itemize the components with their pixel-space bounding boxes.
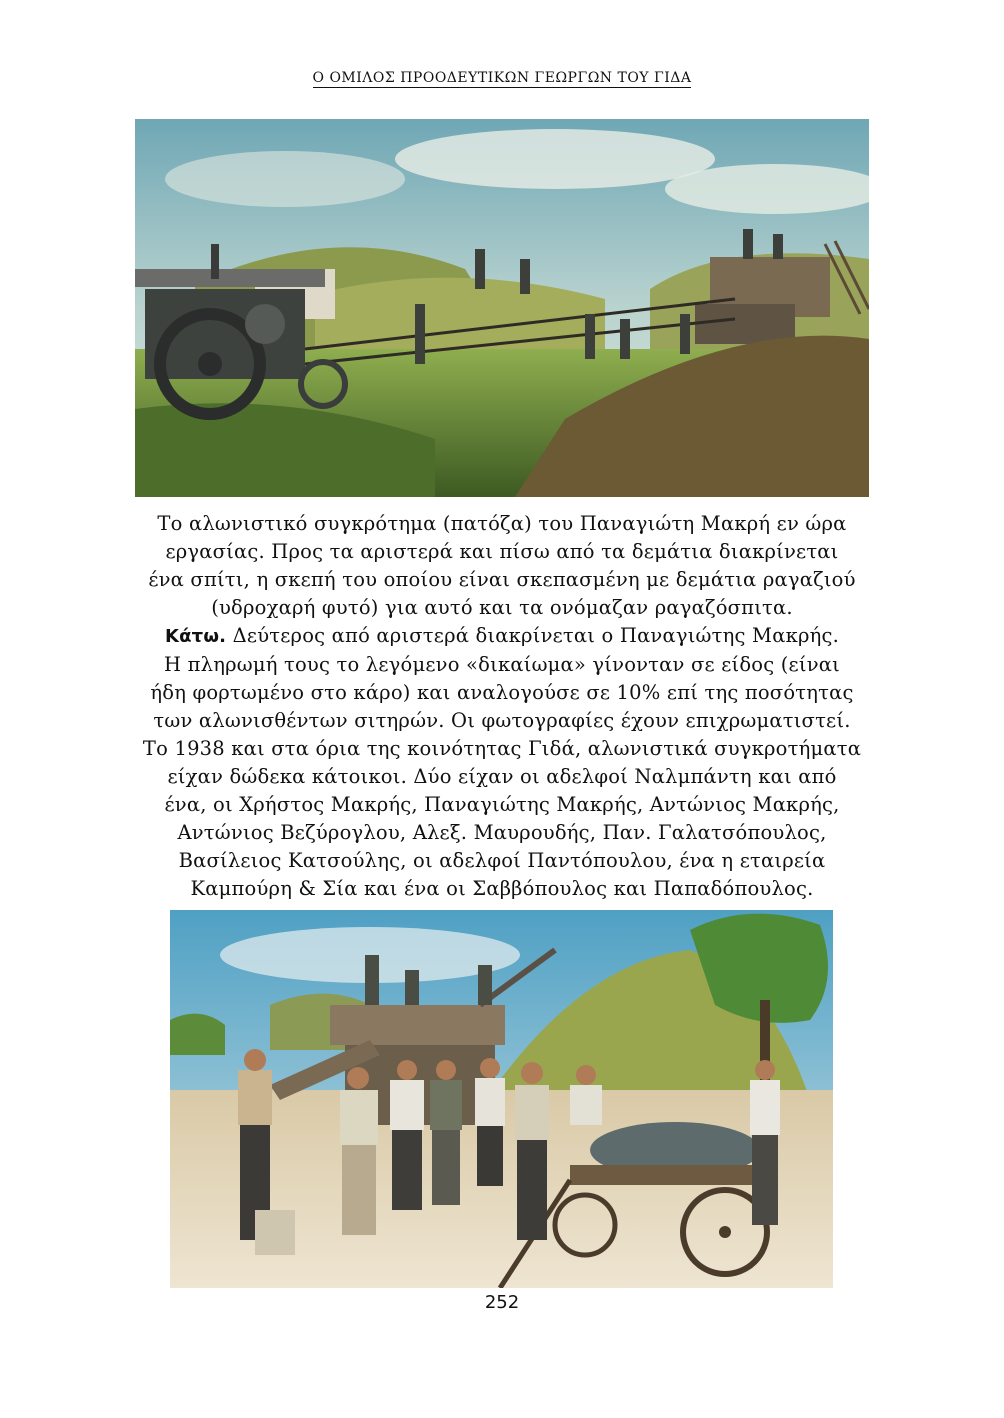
caption-line: (υδροχαρή φυτό) για αυτό και τα ονόμαζαν ραγαζόσπιτα. <box>211 596 793 619</box>
caption-line: ένα, οι Χρήστος Μακρής, Παναγιώτης Μακρής, Αντώνιος Μακρής, <box>164 793 840 816</box>
kato-text: Δεύτερος από αριστερά διακρίνεται ο Παναγιώτης Μακρής. <box>226 624 840 647</box>
caption-line: εργασίας. Προς τα αριστερά και πίσω από τα δεμάτια διακρίνεται <box>165 540 839 563</box>
caption-line: Βασίλειος Κατσούλης, οι αδελφοί Παντόπουλου, ένα η εταιρεία <box>178 849 826 872</box>
kato-label: Κάτω. <box>164 626 227 647</box>
caption-line: Αντώνιος Βεζύρογλου, Αλεξ. Μαυρουδής, Παν. Γαλατσόπουλος, <box>177 821 827 844</box>
caption-line: Το 1938 και στα όρια της κοινότητας Γιδά, αλωνιστικά συγκροτήματα <box>142 737 862 760</box>
caption-line: Καμπούρη & Σία και ένα οι Σαββόπουλος και Παπαδόπουλος. <box>190 877 814 900</box>
caption-line: Η πληρωμή τους το λεγόμενο «δικαίωμα» γίνονταν σε είδος (είναι <box>164 653 840 676</box>
page-number: 252 <box>484 1292 520 1313</box>
photo-caption <box>128 510 876 903</box>
running-title: Ο ΟΜΙΛΟΣ ΠΡΟΟΔΕΥΤΙΚΩΝ ΓΕΩΡΓΩΝ ΤΟΥ ΓΙΔΑ <box>312 70 692 86</box>
caption-kato-line <box>128 622 876 651</box>
caption-line: των αλωνισθέντων σιτηρών. Οι φωτογραφίες έχουν επιχρωματιστεί. <box>153 709 851 732</box>
photo-workers-with-cart <box>170 910 833 1288</box>
caption-line: ένα σπίτι, η σκεπή του οποίου είναι σκεπασμένη με δεμάτια ραγαζιού <box>148 568 856 591</box>
caption-line: είχαν δώδεκα κάτοικοι. Δύο είχαν οι αδελφοί Ναλμπάντη και από <box>167 765 837 788</box>
running-header <box>0 70 1004 86</box>
caption-line: Το αλωνιστικό συγκρότημα (πατόζα) του Παναγιώτη Μακρή εν ώρα <box>157 512 847 535</box>
caption-line: ήδη φορτωμένο στο κάρο) και αναλογούσε σε 10% επί της ποσότητας <box>150 681 854 704</box>
photo-threshing-machine-at-work <box>135 119 869 497</box>
